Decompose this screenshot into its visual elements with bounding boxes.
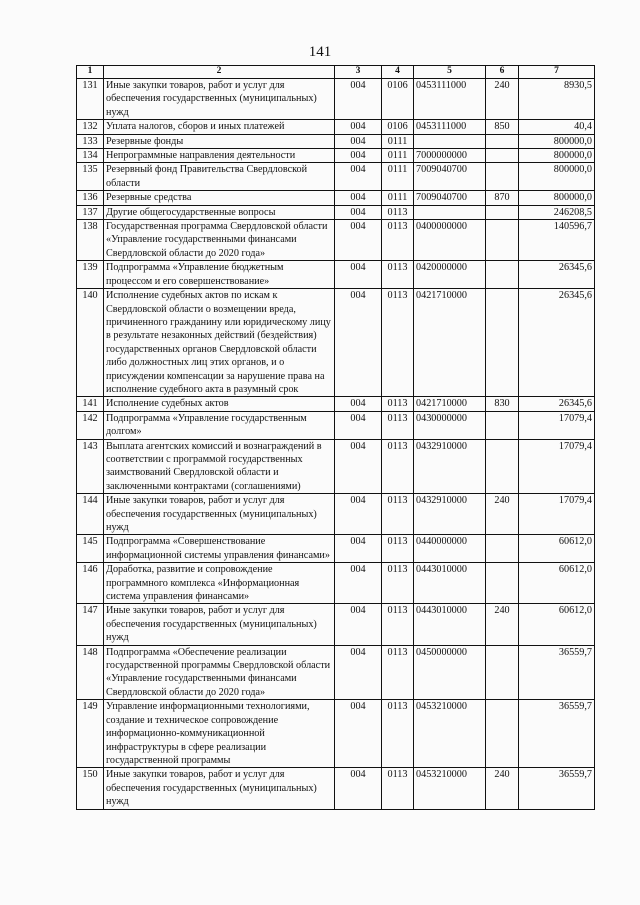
row-expense-type-code <box>486 134 519 148</box>
table-row <box>77 768 595 809</box>
row-amount: 17079,4 <box>519 439 595 494</box>
row-ministry-code: 004 <box>335 563 382 604</box>
row-ministry-code: 004 <box>335 439 382 494</box>
row-ministry-code: 004 <box>335 149 382 163</box>
row-name: Уплата налогов, сборов и иных платежей <box>104 120 335 134</box>
row-number: 139 <box>77 261 104 289</box>
row-expense-type-code <box>486 289 519 397</box>
header-col-1: 1 <box>77 66 104 79</box>
budget-table <box>76 65 595 810</box>
row-name: Резервные фонды <box>104 134 335 148</box>
row-expense-type-code: 830 <box>486 397 519 411</box>
row-name: Доработка, развитие и сопровождение программного комплекса «Информационная система управления финансами» <box>104 563 335 604</box>
row-number: 136 <box>77 191 104 205</box>
row-target-code: 0450000000 <box>414 645 486 700</box>
row-ministry-code: 004 <box>335 191 382 205</box>
row-ministry-code: 004 <box>335 134 382 148</box>
row-section-code: 0111 <box>382 149 414 163</box>
row-target-code: 7009040700 <box>414 163 486 191</box>
row-name: Управление информационными технологиями, создание и техническое сопровождение информационно-коммуникационной инфраструктуры в сфере реализации государственной программы <box>104 700 335 768</box>
row-section-code: 0106 <box>382 79 414 120</box>
row-number: 146 <box>77 563 104 604</box>
row-name: Резервные средства <box>104 191 335 205</box>
row-ministry-code: 004 <box>335 205 382 219</box>
row-number: 137 <box>77 205 104 219</box>
row-section-code: 0113 <box>382 494 414 535</box>
row-target-code: 0443010000 <box>414 563 486 604</box>
row-expense-type-code: 240 <box>486 768 519 809</box>
row-section-code: 0111 <box>382 163 414 191</box>
row-name: Исполнение судебных актов <box>104 397 335 411</box>
table-row <box>77 79 595 120</box>
row-number: 134 <box>77 149 104 163</box>
header-col-5: 5 <box>414 66 486 79</box>
row-expense-type-code <box>486 220 519 261</box>
header-col-4: 4 <box>382 66 414 79</box>
row-number: 140 <box>77 289 104 397</box>
row-name: Иные закупки товаров, работ и услуг для обеспечения государственных (муниципальных) нужд <box>104 79 335 120</box>
row-amount: 17079,4 <box>519 411 595 439</box>
row-expense-type-code: 870 <box>486 191 519 205</box>
table-row <box>77 134 595 148</box>
row-expense-type-code <box>486 535 519 563</box>
row-number: 145 <box>77 535 104 563</box>
table-row <box>77 535 595 563</box>
row-ministry-code: 004 <box>335 220 382 261</box>
row-section-code: 0113 <box>382 700 414 768</box>
row-name: Непрограммные направления деятельности <box>104 149 335 163</box>
row-section-code: 0106 <box>382 120 414 134</box>
row-expense-type-code <box>486 261 519 289</box>
row-section-code: 0113 <box>382 397 414 411</box>
row-ministry-code: 004 <box>335 79 382 120</box>
row-target-code: 0453210000 <box>414 700 486 768</box>
row-expense-type-code: 240 <box>486 604 519 645</box>
row-number: 142 <box>77 411 104 439</box>
row-number: 133 <box>77 134 104 148</box>
table-row <box>77 700 595 768</box>
header-col-7: 7 <box>519 66 595 79</box>
row-target-code: 0440000000 <box>414 535 486 563</box>
row-target-code: 0421710000 <box>414 397 486 411</box>
table-row <box>77 120 595 134</box>
row-amount: 800000,0 <box>519 163 595 191</box>
row-name: Иные закупки товаров, работ и услуг для обеспечения государственных (муниципальных) нужд <box>104 604 335 645</box>
row-amount: 36559,7 <box>519 700 595 768</box>
table-row <box>77 494 595 535</box>
row-expense-type-code <box>486 563 519 604</box>
table-row <box>77 397 595 411</box>
row-amount: 60612,0 <box>519 535 595 563</box>
row-amount: 36559,7 <box>519 645 595 700</box>
row-target-code: 0443010000 <box>414 604 486 645</box>
table-row <box>77 149 595 163</box>
row-target-code: 0453111000 <box>414 120 486 134</box>
table-row <box>77 261 595 289</box>
row-expense-type-code: 850 <box>486 120 519 134</box>
header-row <box>77 66 595 79</box>
row-expense-type-code <box>486 411 519 439</box>
page-number: 141 <box>308 44 332 60</box>
row-target-code <box>414 205 486 219</box>
table-row <box>77 439 595 494</box>
table-row <box>77 163 595 191</box>
row-section-code: 0113 <box>382 768 414 809</box>
row-number: 138 <box>77 220 104 261</box>
row-section-code: 0113 <box>382 439 414 494</box>
row-target-code: 0453111000 <box>414 79 486 120</box>
row-section-code: 0113 <box>382 289 414 397</box>
row-number: 143 <box>77 439 104 494</box>
row-ministry-code: 004 <box>335 397 382 411</box>
row-number: 147 <box>77 604 104 645</box>
row-name: Подпрограмма «Управление государственным долгом» <box>104 411 335 439</box>
row-amount: 140596,7 <box>519 220 595 261</box>
row-name: Подпрограмма «Совершенствование информационной системы управления финансами» <box>104 535 335 563</box>
row-section-code: 0113 <box>382 411 414 439</box>
row-section-code: 0111 <box>382 191 414 205</box>
row-amount: 800000,0 <box>519 134 595 148</box>
row-amount: 26345,6 <box>519 289 595 397</box>
row-number: 149 <box>77 700 104 768</box>
row-name: Иные закупки товаров, работ и услуг для обеспечения государственных (муниципальных) нужд <box>104 768 335 809</box>
table-body <box>77 79 595 810</box>
row-number: 135 <box>77 163 104 191</box>
row-expense-type-code: 240 <box>486 79 519 120</box>
row-expense-type-code <box>486 149 519 163</box>
row-ministry-code: 004 <box>335 120 382 134</box>
row-expense-type-code <box>486 700 519 768</box>
row-ministry-code: 004 <box>335 163 382 191</box>
table-row <box>77 191 595 205</box>
table-row <box>77 220 595 261</box>
row-target-code: 0421710000 <box>414 289 486 397</box>
row-ministry-code: 004 <box>335 604 382 645</box>
row-amount: 26345,6 <box>519 261 595 289</box>
table-row <box>77 563 595 604</box>
row-expense-type-code <box>486 163 519 191</box>
row-amount: 60612,0 <box>519 604 595 645</box>
row-target-code: 0453210000 <box>414 768 486 809</box>
row-target-code: 0430000000 <box>414 411 486 439</box>
table-row <box>77 604 595 645</box>
row-name: Исполнение судебных актов по искам к Свердловской области о возмещении вреда, причиненного гражданину или юридическому лицу в результате незаконных действий (бездействия) государственных органов Свердловской области либо должностных лиц этих органов, и о присуждении компенсации за нарушение права на исполнение судебного акта в разумный срок <box>104 289 335 397</box>
row-target-code: 7009040700 <box>414 191 486 205</box>
row-section-code: 0113 <box>382 604 414 645</box>
row-number: 148 <box>77 645 104 700</box>
row-number: 131 <box>77 79 104 120</box>
row-name: Подпрограмма «Управление бюджетным процессом и его совершенствование» <box>104 261 335 289</box>
row-section-code: 0113 <box>382 205 414 219</box>
row-target-code: 0432910000 <box>414 494 486 535</box>
row-ministry-code: 004 <box>335 768 382 809</box>
row-expense-type-code <box>486 205 519 219</box>
row-ministry-code: 004 <box>335 535 382 563</box>
table-row <box>77 289 595 397</box>
row-section-code: 0113 <box>382 220 414 261</box>
row-section-code: 0113 <box>382 535 414 563</box>
row-section-code: 0113 <box>382 563 414 604</box>
table-row <box>77 411 595 439</box>
header-col-3: 3 <box>335 66 382 79</box>
row-ministry-code: 004 <box>335 261 382 289</box>
row-target-code: 0400000000 <box>414 220 486 261</box>
row-target-code <box>414 134 486 148</box>
row-amount: 246208,5 <box>519 205 595 219</box>
row-target-code: 0432910000 <box>414 439 486 494</box>
row-name: Другие общегосударственные вопросы <box>104 205 335 219</box>
header-col-6: 6 <box>486 66 519 79</box>
row-section-code: 0113 <box>382 261 414 289</box>
row-name: Выплата агентских комиссий и вознаграждений в соответствии с программой государственных заимствований Свердловской области и заключенными контрактами (соглашениями) <box>104 439 335 494</box>
header-col-2: 2 <box>104 66 335 79</box>
table-row <box>77 205 595 219</box>
row-number: 141 <box>77 397 104 411</box>
row-amount: 800000,0 <box>519 149 595 163</box>
row-target-code: 7000000000 <box>414 149 486 163</box>
row-amount: 8930,5 <box>519 79 595 120</box>
row-name: Резервный фонд Правительства Свердловской области <box>104 163 335 191</box>
row-section-code: 0111 <box>382 134 414 148</box>
row-amount: 17079,4 <box>519 494 595 535</box>
row-amount: 60612,0 <box>519 563 595 604</box>
table-row <box>77 645 595 700</box>
row-number: 150 <box>77 768 104 809</box>
row-amount: 800000,0 <box>519 191 595 205</box>
row-name: Государственная программа Свердловской области «Управление государственными финансами Свердловской области до 2020 года» <box>104 220 335 261</box>
row-name: Подпрограмма «Обеспечение реализации государственной программы Свердловской области «Управление государственными финансами Свердловской области до 2020 года» <box>104 645 335 700</box>
row-name: Иные закупки товаров, работ и услуг для обеспечения государственных (муниципальных) нужд <box>104 494 335 535</box>
row-ministry-code: 004 <box>335 645 382 700</box>
row-target-code: 0420000000 <box>414 261 486 289</box>
row-ministry-code: 004 <box>335 700 382 768</box>
row-section-code: 0113 <box>382 645 414 700</box>
row-ministry-code: 004 <box>335 411 382 439</box>
row-amount: 36559,7 <box>519 768 595 809</box>
row-amount: 26345,6 <box>519 397 595 411</box>
row-ministry-code: 004 <box>335 494 382 535</box>
row-number: 132 <box>77 120 104 134</box>
row-expense-type-code: 240 <box>486 494 519 535</box>
row-ministry-code: 004 <box>335 289 382 397</box>
row-expense-type-code <box>486 439 519 494</box>
row-amount: 40,4 <box>519 120 595 134</box>
row-number: 144 <box>77 494 104 535</box>
row-expense-type-code <box>486 645 519 700</box>
